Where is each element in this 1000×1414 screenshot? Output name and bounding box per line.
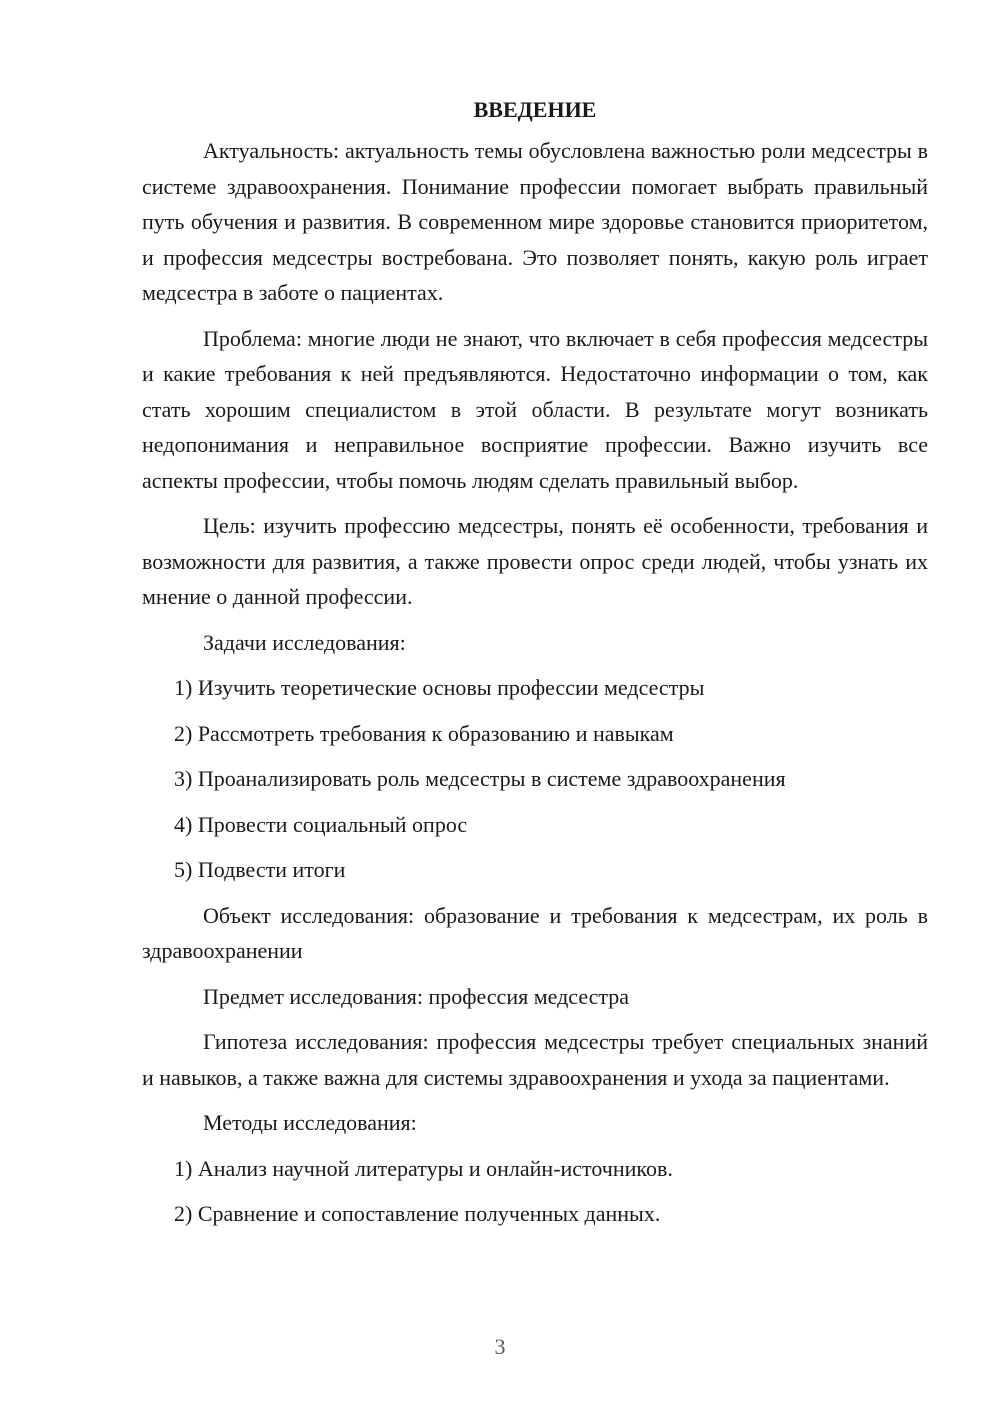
hypothesis-paragraph: Гипотеза исследования: профессия медсестры требует специальных знаний и навыков, а также важна для системы здравоохранения и ухода за пациентами. bbox=[142, 1029, 928, 1090]
goal-paragraph: Цель: изучить профессию медсестры, понять её особенности, требования и возможности для развития, а также провести опрос среди людей, чтобы узнать их мнение о данной профессии. bbox=[142, 513, 928, 609]
relevance-paragraph: Актуальность: актуальность темы обусловлена важностью роли медсестры в системе здравоохранения. Понимание профессии помогает выбрать правильный путь обучения и развития. В современном мире здоровье становится приоритетом, и профессия медсестры востребована. Это позволяет понять, какую роль играет медсестра в заботе о пациентах. bbox=[142, 138, 928, 305]
task-item-1: 1) Изучить теоретические основы профессии медсестры bbox=[174, 675, 705, 700]
problem-paragraph: Проблема: многие люди не знают, что включает в себя профессия медсестры и какие требования к ней предъявляются. Недостаточно информации о том, как стать хорошим специалистом в этой области. В результате могут возникать недопонимания и неправильное восприятие профессии. Важно изучить все аспекты профессии, чтобы помочь людям сделать правильный выбор. bbox=[142, 325, 928, 493]
page-number: 3 bbox=[494, 1334, 506, 1359]
task-item-4: 4) Провести социальный опрос bbox=[174, 811, 468, 837]
task-item-5: 5) Подвести итоги bbox=[174, 857, 346, 882]
tasks-heading: Задачи исследования: bbox=[203, 629, 406, 655]
task-item-2: 2) Рассмотреть требования к образованию и навыкам bbox=[174, 720, 674, 746]
method-item-2: 2) Сравнение и сопоставление полученных данных. bbox=[174, 1201, 661, 1226]
section-title: ВВЕДЕНИЕ bbox=[473, 97, 597, 122]
method-item-1: 1) Анализ научной литературы и онлайн-источников. bbox=[174, 1155, 673, 1181]
object-paragraph: Объект исследования: образование и требования к медсестрам, их роль в здравоохранении bbox=[142, 902, 928, 963]
methods-heading: Методы исследования: bbox=[203, 1110, 417, 1135]
document-page bbox=[142, 92, 928, 1242]
subject-paragraph: Предмет исследования: профессия медсестра bbox=[203, 983, 630, 1009]
task-item-3: 3) Проанализировать роль медсестры в системе здравоохранения bbox=[174, 766, 786, 791]
